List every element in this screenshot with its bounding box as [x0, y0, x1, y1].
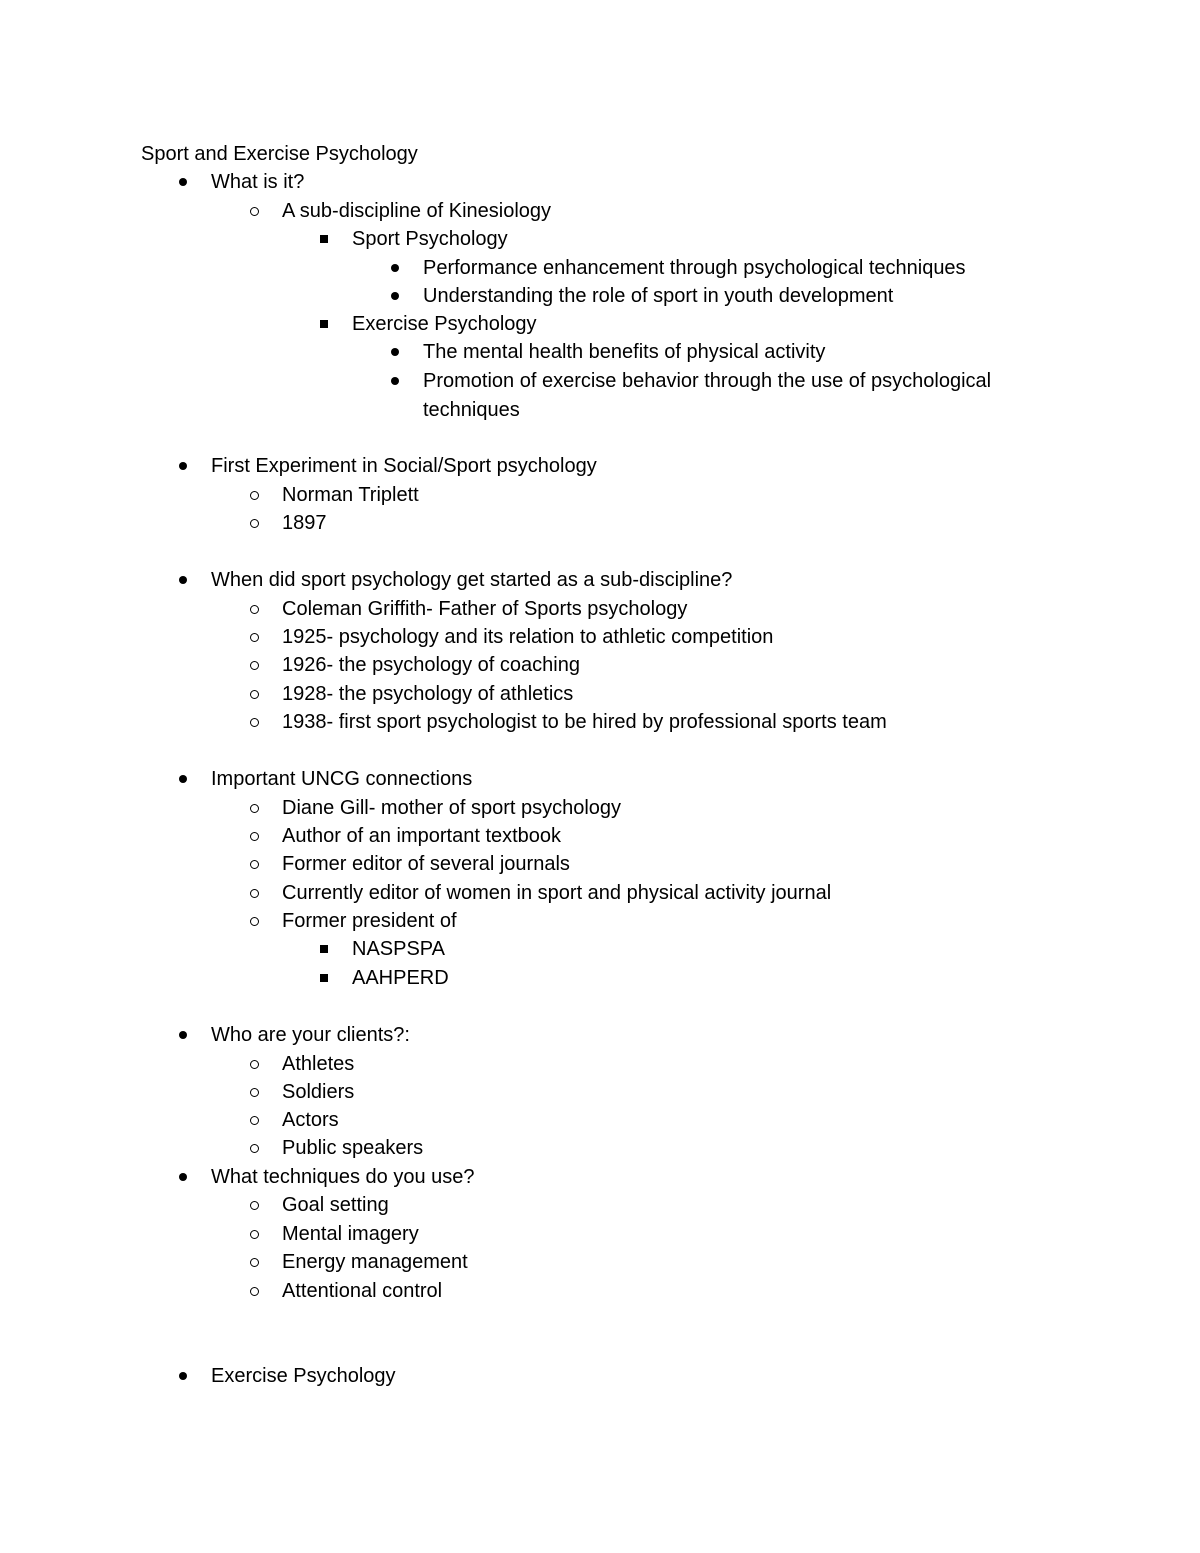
list-item-text: Promotion of exercise behavior through the use of psychological	[423, 370, 992, 392]
disc-bullet-icon	[173, 1362, 193, 1390]
list-item-text: What techniques do you use?	[211, 1166, 475, 1188]
list-item-text: The mental health benefits of physical activity	[423, 341, 826, 363]
list-item-text: When did sport psychology get started as a sub-discipline?	[211, 569, 733, 591]
list-item-text: Diane Gill- mother of sport psychology	[282, 797, 622, 819]
list-item-text: What is it?	[211, 171, 305, 193]
disc-bullet-icon	[173, 1021, 193, 1049]
circle-bullet-icon	[244, 1078, 264, 1106]
list-item-text: 1926- the psychology of coaching	[282, 654, 580, 676]
circle-bullet-icon	[244, 708, 264, 736]
disc-bullet-icon	[173, 168, 193, 196]
document-title: Sport and Exercise Psychology	[141, 143, 418, 165]
list-item-text: Who are your clients?:	[211, 1024, 410, 1046]
list-item-text: Soldiers	[282, 1081, 355, 1103]
circle-bullet-icon	[244, 197, 264, 225]
circle-bullet-icon	[244, 1277, 264, 1305]
list-item-text: Attentional control	[282, 1280, 443, 1302]
list-item-text: 1938- first sport psychologist to be hired by professional sports team	[282, 711, 887, 733]
list-item-text: AAHPERD	[352, 967, 449, 989]
disc-bullet-icon	[173, 452, 193, 480]
disc-bullet-icon	[385, 367, 405, 395]
list-item-text: A sub-discipline of Kinesiology	[282, 200, 552, 222]
circle-bullet-icon	[244, 1220, 264, 1248]
circle-bullet-icon	[244, 1248, 264, 1276]
list-item-text: Norman Triplett	[282, 484, 419, 506]
list-item-text: 1897	[282, 512, 327, 534]
list-item-text: First Experiment in Social/Sport psychology	[211, 455, 597, 477]
square-bullet-icon	[314, 935, 334, 963]
list-item-text: Understanding the role of sport in youth development	[423, 285, 894, 307]
list-item-text: Energy management	[282, 1251, 468, 1273]
circle-bullet-icon	[244, 1191, 264, 1219]
circle-bullet-icon	[244, 794, 264, 822]
circle-bullet-icon	[244, 651, 264, 679]
list-item-text: Exercise Psychology	[211, 1365, 396, 1387]
list-item-text: Sport Psychology	[352, 228, 508, 250]
square-bullet-icon	[314, 964, 334, 992]
list-item-text: Public speakers	[282, 1137, 424, 1159]
square-bullet-icon	[314, 310, 334, 338]
circle-bullet-icon	[244, 1134, 264, 1162]
circle-bullet-icon	[244, 1050, 264, 1078]
list-item-text: Important UNCG connections	[211, 768, 473, 790]
list-item-text: Currently editor of women in sport and physical activity journal	[282, 882, 832, 904]
list-item-text: NASPSPA	[352, 938, 445, 960]
list-item-text: Goal setting	[282, 1194, 389, 1216]
list-item-text: 1925- psychology and its relation to athletic competition	[282, 626, 774, 648]
disc-bullet-icon	[173, 765, 193, 793]
list-item-text: Performance enhancement through psychological techniques	[423, 257, 966, 279]
list-item-text: Actors	[282, 1109, 339, 1131]
list-item-text: Coleman Griffith- Father of Sports psychology	[282, 598, 688, 620]
list-item-text: Former president of	[282, 910, 457, 932]
disc-bullet-icon	[385, 338, 405, 366]
circle-bullet-icon	[244, 850, 264, 878]
circle-bullet-icon	[244, 680, 264, 708]
list-item-text: Exercise Psychology	[352, 313, 537, 335]
circle-bullet-icon	[244, 595, 264, 623]
disc-bullet-icon	[173, 1163, 193, 1191]
disc-bullet-icon	[173, 566, 193, 594]
circle-bullet-icon	[244, 481, 264, 509]
square-bullet-icon	[314, 225, 334, 253]
list-item-text: 1928- the psychology of athletics	[282, 683, 574, 705]
circle-bullet-icon	[244, 879, 264, 907]
circle-bullet-icon	[244, 1106, 264, 1134]
circle-bullet-icon	[244, 907, 264, 935]
list-item-text: Athletes	[282, 1053, 355, 1075]
list-item-text: Author of an important textbook	[282, 825, 562, 847]
circle-bullet-icon	[244, 509, 264, 537]
list-item-text: Mental imagery	[282, 1223, 419, 1245]
list-item-continuation: techniques	[423, 399, 520, 421]
list-item-text: Former editor of several journals	[282, 853, 570, 875]
circle-bullet-icon	[244, 623, 264, 651]
disc-bullet-icon	[385, 282, 405, 310]
disc-bullet-icon	[385, 254, 405, 282]
circle-bullet-icon	[244, 822, 264, 850]
